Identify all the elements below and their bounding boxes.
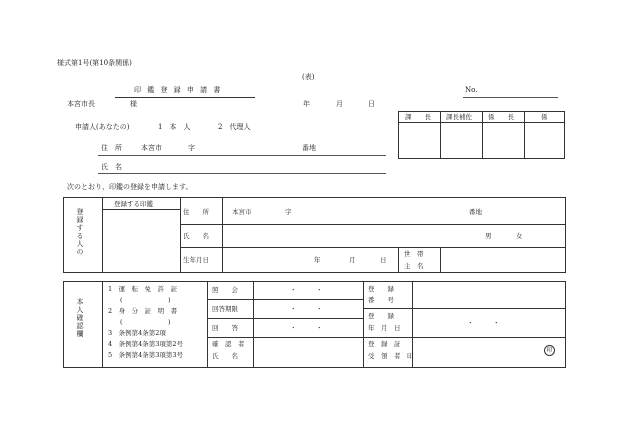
date-day: 日 (368, 100, 375, 108)
applicant-address-city: 本宮市 (141, 144, 162, 152)
cert-label-2: 受 領 者 印 (368, 352, 414, 360)
registrant-row-line (180, 247, 566, 248)
reg-date-label-2: 年 月 日 (368, 324, 401, 332)
applicant-option-self[interactable]: 1 本 人 (158, 123, 191, 131)
household-divider (440, 247, 441, 273)
identity-right-row-line (363, 337, 566, 338)
gender-male[interactable]: 男 (485, 232, 492, 240)
confirmer-label-1: 確 認 者 (212, 340, 245, 348)
registrant-side-label: 登録する人の (76, 208, 84, 256)
no-label: No. (465, 86, 478, 94)
side-label: (表) (302, 73, 315, 81)
applicant-name-label: 氏 名 (101, 163, 122, 171)
reg-no-label-2: 番 号 (368, 296, 394, 304)
inquiry-label: 照 会 (212, 286, 238, 294)
inquiry-date: ・ ・ (290, 286, 323, 294)
identity-row-line (207, 337, 363, 338)
id-doc-ordinance-1[interactable]: 3 条例第4条第2項 (108, 329, 166, 337)
birth-day: 日 (380, 256, 387, 264)
approval-divider (524, 111, 525, 159)
applicant-option-agent[interactable]: 2 代理人 (218, 123, 251, 131)
birth-month: 月 (349, 256, 356, 264)
approval-divider (482, 111, 483, 159)
identity-row-line (207, 318, 363, 319)
reg-date-label-1: 登 録 (368, 312, 394, 320)
registrant-address-label: 住 所 (183, 208, 209, 216)
household-label-1: 世 帯 (404, 250, 424, 258)
seal-mark-icon: 印 (544, 345, 555, 356)
applicant-address-banchi: 番地 (302, 144, 316, 152)
id-doc-ordinance-3[interactable]: 5 条例第4条第3項第3号 (108, 351, 184, 359)
registrant-seal-divider (180, 197, 181, 273)
approval-header-kakaricho: 係 長 (488, 113, 514, 121)
cert-label-1: 登 録 証 (368, 340, 401, 348)
identity-docs-divider (207, 281, 208, 368)
id-doc-id-card[interactable]: 2 身 分 証 明 書 (108, 307, 178, 315)
id-doc-license-detail[interactable]: ( ) (120, 296, 171, 304)
registrant-row-line (180, 224, 566, 225)
confirmer-label-2: 氏 名 (212, 352, 238, 360)
no-underline (463, 97, 558, 98)
registrant-label-divider (222, 197, 223, 273)
identity-right-row-line (363, 308, 566, 309)
approval-divider (440, 111, 441, 159)
registrant-address-city: 本宮市 (232, 208, 252, 216)
birth-year: 年 (314, 256, 321, 264)
answer-date: ・ ・ (290, 324, 323, 332)
identity-label-divider (253, 281, 254, 368)
applicant-address-line[interactable] (98, 155, 386, 156)
seal-label: 登録する印鑑 (114, 200, 153, 208)
id-doc-license[interactable]: 1 運 転 免 許 証 (108, 285, 178, 293)
title-underline (115, 97, 255, 98)
applicant-name-line[interactable] (98, 173, 386, 174)
reg-date-value: ・ ・ (467, 319, 500, 327)
birth-label: 生年月日 (183, 256, 209, 264)
gender-female[interactable]: 女 (516, 232, 523, 240)
household-divider (398, 247, 399, 273)
registrant-address-banchi: 番地 (469, 208, 482, 216)
identity-mid-divider (363, 281, 364, 368)
approval-header-kakari: 係 (541, 113, 548, 121)
applicant-label: 申請人(あなたの) (75, 123, 130, 131)
approval-header-kacho-hosa: 課長補佐 (446, 113, 472, 121)
applicant-address-label: 住 所 (101, 144, 122, 152)
form-number: 様式第1号(第10条関係) (57, 59, 132, 67)
date-month: 月 (336, 100, 343, 108)
answer-deadline-label: 回答期限 (212, 305, 238, 313)
addressee-honorific: 様 (130, 100, 137, 108)
answer-deadline-date: ・ ・ (290, 305, 323, 313)
seal-header-line (102, 209, 180, 210)
registrant-address-aza: 字 (285, 208, 292, 216)
date-year: 年 (303, 100, 310, 108)
reg-no-label-1: 登 録 (368, 285, 394, 293)
id-doc-ordinance-2[interactable]: 4 条例第4条第3項第2号 (108, 340, 184, 348)
applicant-address-aza: 字 (188, 144, 195, 152)
identity-side-divider (102, 281, 103, 368)
identity-side-label: 本人確認欄 (76, 298, 84, 338)
answer-label: 回 答 (212, 324, 238, 332)
registrant-name-label: 氏 名 (183, 232, 209, 240)
household-label-2: 主 名 (404, 262, 424, 270)
instruction-text: 次のとおり、印鑑の登録を申請します。 (67, 183, 193, 191)
form-title: 印 鑑 登 録 申 請 書 (134, 86, 223, 94)
addressee: 本宮市長 (67, 100, 95, 108)
id-doc-id-card-detail[interactable]: ( ) (120, 318, 171, 326)
identity-row-line (207, 299, 363, 300)
approval-header-kacho: 課 長 (405, 113, 431, 121)
